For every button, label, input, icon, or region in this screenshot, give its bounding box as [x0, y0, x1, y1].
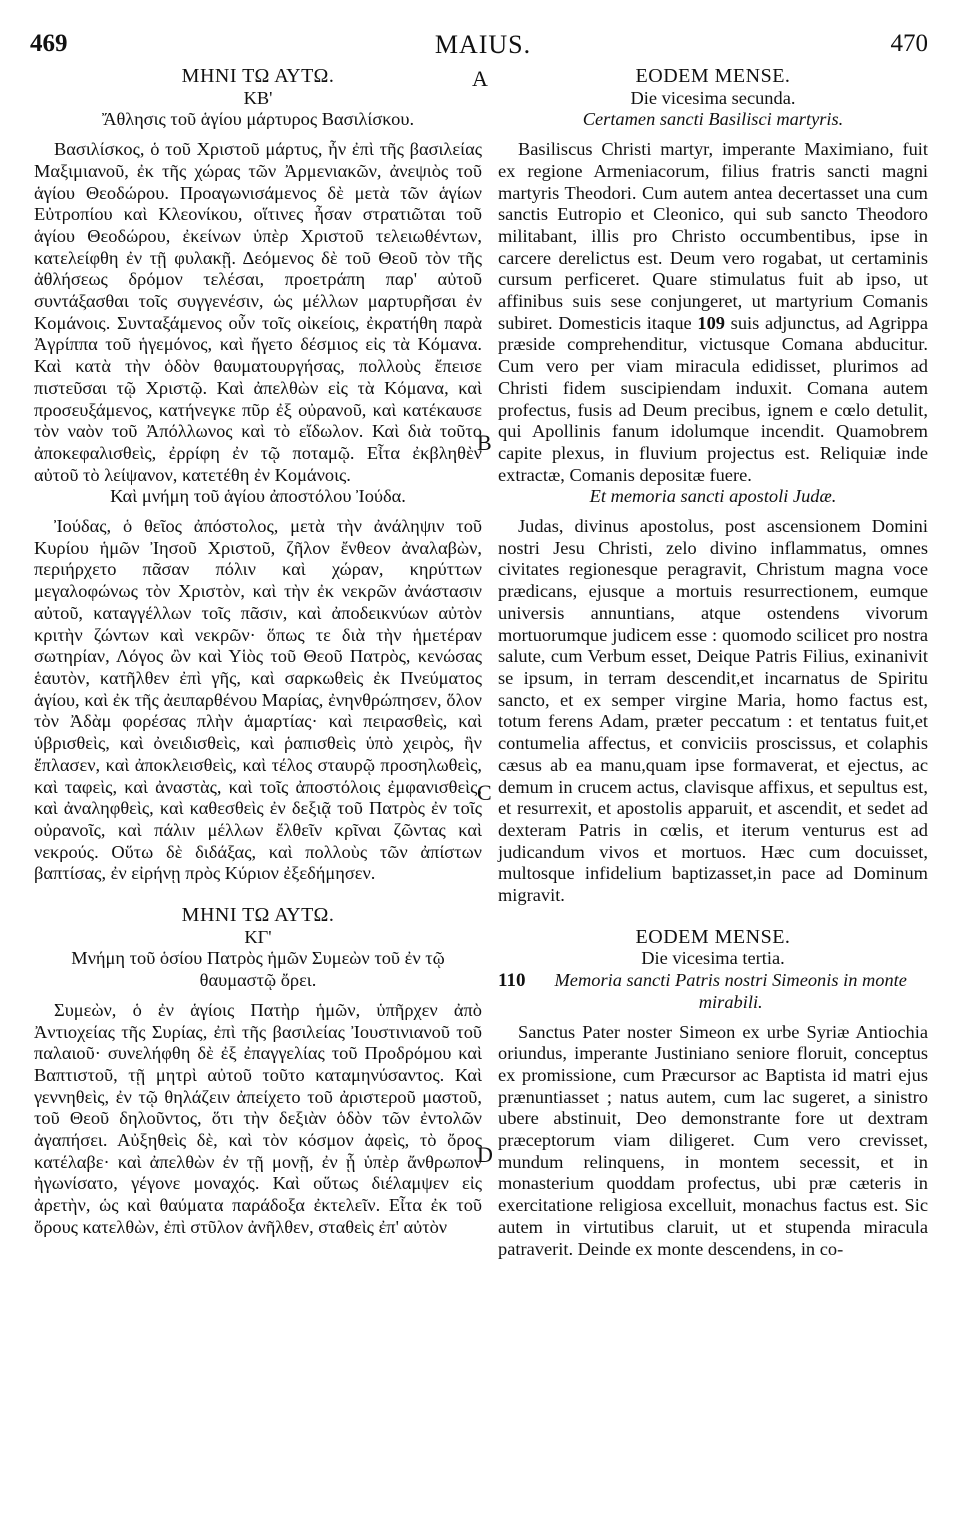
margin-marker-a: A — [472, 66, 488, 91]
column-number: 110 — [498, 970, 526, 992]
latin-text-part: Basiliscus Christi martyr, imperante Maximiano, fuit ex regione Armeniacorum, filius fratris sancti magni martyris Theodori. Cum autem antea decertasset una cum sanctis Eutropio et Cleonico, qui sub sancto Theodoro militabant, illis pro Christo occumbentibus, ipse in carcere derelictus est. Deum vero rogabat, ut certaminis cursum perficeret. Quare stimulatus fuit ab ipso, ut affinibus suis sese conjungeret, ut martyrium Comanis subiret. Domesticis itaque — [498, 139, 928, 333]
latin-section-heading: EODEM MENSE. — [635, 925, 791, 948]
latin-column — [498, 66, 928, 1260]
greek-paragraph: Βασιλίσκος, ὁ τοῦ Χριστοῦ μάρτυς, ἦν ἐπὶ τῆς βασιλείας Μαξιμιανοῦ, ἐκ τῆς χώρας τῶν Ἀρμενιακῶν, ἀνεψιὸς τοῦ ἁγίου Θεοδώρου. Προαγωνισάμενος δὲ μετὰ τῶν ἁγίων Εὐτροπίου καὶ Κλεονίκου, οἵτινες ἦσαν στρατιῶται τοῦ ἁγίου Θεοδώρου, ἐκείνων ὑπὲρ Χριστοῦ τελειωθέντων, κατελείφθη ἐν τῇ φυλακῇ. Δεόμενος δὲ τοῦ Θεοῦ τὸν τῆς ἀθλήσεως δρόμον τελέσαι, προετράπη παρ' αὐτοῦ συντάξασθαι τοῖς συγγενέσιν, ὡς μέλλων μαρτυρῆσαι ἐν Κομάνοις. Συνταξάμενος οὖν τοῖς οἰκείοις, ἐκρατήθη παρὰ Ἀγρίππα τοῦ ἡγεμόνος, καὶ ἤγετο δέσμιος εἰς τὰ Κόμανα. Καὶ κατὰ τὴν ὁδὸν θαυματουργήσας, πολλοὺς ἔπεισε πιστεῦσαι τῷ Χριστῷ. Καὶ ἀπελθὼν εἰς τὰ Κόμανα, καὶ προσευξάμενος, κατήνεγκε πῦρ ἐξ οὐρανοῦ, καὶ κατέκαυσε τὸν ναὸν τοῦ Ἀπόλλωνος καὶ τὸ εἴδωλον. Καὶ διὰ τοῦτο ἀποκεφαλισθεὶς, ἐρρίφη ἐν τῷ ποταμῷ. Εἶτα ἐκβληθὲν αὐτοῦ τὸ λείψανον, κατετέθη ἐν Κομάνοις. — [34, 139, 482, 485]
greek-paragraph: Ἰούδας, ὁ θεῖος ἀπόστολος, μετὰ τὴν ἀνάληψιν τοῦ Κυρίου ἡμῶν Ἰησοῦ Χριστοῦ, ζῆλον ἔνθεον ἀναλαβὼν, περιήρχετο πᾶσαν πόλιν καὶ χώραν, κηρύττων μεγαλοφώνως τὸν Χριστὸν, καὶ τὴν ἐκ νεκρῶν ἀνάστασιν αὐτοῦ, καταγγέλλων τοῖς πᾶσιν, καὶ ἀποδεικνύων αὐτὸν κριτὴν ζώντων καὶ νεκρῶν· ὅπως τε διὰ τὴν ἡμετέραν σωτηρίαν, Λόγος ὢν καὶ Υἱὸς τοῦ Θεοῦ Πατρὸς, κενώσας ἑαυτὸν, κατῆλθεν ἐπὶ γῆς, καὶ σαρκωθεὶς ἐκ Πνεύματος ἁγίου, καὶ ἐκ τῆς ἀειπαρθένου Μαρίας, ἐνηνθρώπησεν, ὅλον τὸν Ἀδὰμ φορέσας πλὴν ἁμαρτίας· καὶ πειρασθεὶς, καὶ ὑβρισθεὶς, καὶ ὀνειδισθεὶς, καὶ ῥαπισθεὶς ὑπὸ χειρὸς, ἣν ἔπλασεν, καὶ ἀποκλεισθεὶς, καὶ τέλος σταυρῷ προσηλωθεὶς, καὶ ταφεὶς, καὶ ἀναστὰς, καὶ τοῖς ἀποστόλοις ἐμφανισθεὶς, καὶ ἀναληφθεὶς, καὶ καθεσθεὶς ἐν δεξιᾷ τοῦ Πατρὸς ἐν τοῖς οὐρανοῖς, καὶ πάλιν μέλλων ἔλθεῖν κρῖναι ζῶντας καὶ νεκρούς. Οὕτω δὲ διδάξας, καὶ πολλοὺς τῶν ἀπίστων βαπτίσας, ἐν εἰρήνῃ πρὸς Κύριον ἐξεδήμησεν. — [34, 516, 482, 884]
greek-memory-title: Καὶ μνήμη τοῦ ἁγίου ἀποστόλου Ἰούδα. — [110, 486, 406, 507]
running-title: MAIUS. — [434, 30, 532, 59]
latin-memoria-line — [498, 970, 928, 1013]
latin-text-part: suis adjunctus, ad Agrippa præside comprehenditur, victusque Comana abducitur. Cum vero per viam miracula edidisset, plurimos ad Christi fidem suscipiendam induxit. Comana autem profectus, fusis ad Deum precibus, ignem e cœlo detulit, qui Apollinis fanum idolumque incendit. Quamobrem capite plexus, in fluvium projectus est. Reliquiæ inde extractæ, Comanis depositæ fuere. — [498, 312, 928, 485]
latin-paragraph: Sanctus Pater noster Simeon ex urbe Syriæ Antiochia oriundus, imperante Justiniano seniore floruit, conceptus ex promissione, cum Præcursor ac Baptista id matri ejus prænuntiasset ; natus autem, cum lac sugeret, a sinistro ubere abstinuit, Deo demonstrante fore ut dextram præceptorum viam diligeret. Cum vero crevisset, mundum relinquens, in montem secessit, et in monasterium quoddam profectus, ubi præ cæteris in exercitatione religiosa excelluit, monachus factus est. Sic autem in virtutibus claruit, ut et stupenda miracula patraverit. Deinde ex monte descendens, in co- — [498, 1021, 928, 1259]
latin-section-title: Memoria sancti Patris nostri Simeonis in monte mirabili. — [554, 970, 907, 1012]
margin-marker-b: B — [477, 430, 492, 455]
latin-section-title: Certamen sancti Basilisci martyris. — [582, 109, 844, 130]
page-number-right: 470 — [890, 30, 928, 57]
margin-marker-c: C — [477, 780, 492, 805]
greek-paragraph: Συμεὼν, ὁ ἐν ἁγίοις Πατὴρ ἡμῶν, ὑπῆρχεν ἀπὸ Ἀντιοχείας τῆς Συρίας, ἐπὶ τῆς βασιλείας Ἰουστινιανοῦ τοῦ παλαιοῦ· συνελήφθη δὲ ἐξ ἐπαγγελίας τοῦ Προδρόμου καὶ Βαπτιστοῦ, τῇ μητρὶ αὐτοῦ τοῦτο καταμηνύσαντος. Καὶ γεννηθεὶς, ἐν τῷ θηλάζειν ἀπείχετο τοῦ ἀριστεροῦ μαστοῦ, τοῦ Θεοῦ δηλοῦντος, ὅτι τὴν δεξιὰν ὁδὸν τῶν ἐντολῶν ἀγαπήσει. Αὐξηθεὶς δὲ, καὶ τὸν κόσμον ἀφεὶς, τὸ ὄρος κατέλαβε· καὶ ἀπελθὼν ἐν τῇ μονῇ, ἐν ᾗ ὑπὲρ ἄνθρωπον ἠγωνίσατο, γέγονε μοναχός. Καὶ οὕτως διέλαμψεν εἰς ἀρετὴν, ὡς καὶ θαύματα παράδοξα ἐκτελεῖν. Εἶτα ἐκ τοῦ ὄρους κατελθὼν, ἐπὶ στῦλον ἀνῆλθεν, σταθεὶς ἐπ' αὐτὸν — [34, 999, 482, 1237]
greek-column — [34, 66, 482, 1239]
greek-day-number: ΚΒ' — [243, 87, 273, 108]
latin-paragraph — [498, 139, 928, 486]
latin-memory-title: Et memoria sancti apostoli Judæ. — [589, 486, 837, 507]
greek-section-title: Ἄθλησις τοῦ ἁγίου μάρτυρος Βασιλίσκου. — [101, 109, 415, 130]
latin-day-line: Die vicesima secunda. — [630, 87, 796, 108]
margin-marker-d: D — [477, 1142, 493, 1167]
latin-day-line: Die vicesima tertia. — [641, 948, 785, 969]
greek-section-heading: ΜΗΝΙ ΤΩ ΑΥΤΩ. — [181, 904, 335, 927]
greek-section-heading: ΜΗΝΙ ΤΩ ΑΥΤΩ. — [181, 65, 335, 87]
column-number: 109 — [697, 312, 725, 333]
latin-paragraph: Judas, divinus apostolus, post ascensionem Domini nostri Jesu Christi, zelo divino inflammatus, omnes civitates regionesque peragravit, Christum magna voce prædicans, ejusque a mortuis resurrectionem, eumque universis annuntians, atque ostendens vivorum mortuorumque judicem esse : quomodo scilicet pro nostra salute, cum Verbum esset, Deique Patris Filius, exinanivit se ipsum, in terram descendit,et incarnatus de Spiritu sancto, et ex semper virgine Maria, homo factus est, totum ferens Adam, præter peccatum : et tentatus fuit,et contumelia affectus, et conviciis proscissus, et colaphis cæsus ab ea manu,quam ipse formaverat, et ejectus, ac demum in crucem actus, clavisque affixus, et sepultus est, et resurrexit, et apostolis apparuit, et ascendit, et sedet ad dexteram Patris in cœlis, et iterum venturus est ad judicandum vivos et mortuos. Hæc cum docuisset, multosque infidelium baptizasset,in pace ad Dominum migravit. — [498, 516, 928, 906]
latin-section-heading: EODEM MENSE. — [635, 65, 791, 87]
page-number-left: 469 — [30, 30, 68, 57]
greek-section-title: Μνήμη τοῦ ὁσίου Πατρὸς ἡμῶν Συμεὼν τοῦ ἐν τῷ θαυμαστῷ ὄρει. — [71, 948, 445, 991]
greek-day-number: ΚΓ' — [244, 926, 272, 947]
page-header — [0, 30, 966, 60]
